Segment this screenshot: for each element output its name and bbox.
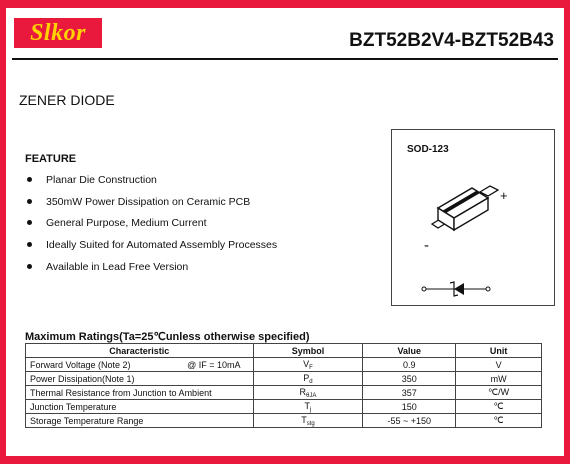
unit-cell: ℃ (456, 414, 542, 428)
feature-item: Available in Lead Free Version (25, 259, 277, 281)
table-header-row (26, 344, 542, 358)
column-header: Symbol (253, 344, 363, 358)
symbol-cell: $T_{stg}$ (253, 414, 363, 428)
unit-cell: ℃/W (456, 386, 542, 400)
package-outline-box (391, 129, 555, 306)
feature-heading: FEATURE (25, 153, 77, 165)
characteristic-cell: Storage Temperature Range (26, 414, 254, 428)
bullet-icon (27, 177, 32, 182)
table-row (26, 414, 542, 428)
unit-cell: V (456, 358, 542, 372)
symbol-cell: $V_F$ (253, 358, 363, 372)
unit-cell: ℃ (456, 400, 542, 414)
characteristic-cell: Forward Voltage (Note 2) @ IF = 10mA (26, 358, 254, 372)
bullet-icon (27, 199, 32, 204)
symbol-cell: $T_j$ (253, 400, 363, 414)
characteristic-cell: Power Dissipation(Note 1) (26, 372, 254, 386)
condition-text: @ IF = 10mA (187, 359, 241, 370)
column-header: Characteristic (26, 344, 254, 358)
feature-item: Ideally Suited for Automated Assembly Processes (25, 237, 277, 259)
max-ratings-table (25, 343, 542, 428)
bullet-icon (27, 264, 32, 269)
symbol-cell: $P_d$ (253, 372, 363, 386)
column-header: Value (363, 344, 456, 358)
part-number-range: BZT52B2V4-BZT52B43 (349, 30, 554, 51)
plus-label: + (500, 188, 508, 203)
unit-cell: mW (456, 372, 542, 386)
symbol-cell: $R_{\theta JA}$ (253, 386, 363, 400)
datasheet-page (6, 8, 564, 456)
value-cell: -55 ~ +150 (363, 414, 456, 428)
table-row (26, 400, 542, 414)
bullet-icon (27, 242, 32, 247)
value-cell: 0.9 (363, 358, 456, 372)
characteristic-cell: Junction Temperature (26, 400, 254, 414)
ratings-heading: Maximum Ratings(Ta=25℃unless otherwise specified) (25, 331, 310, 343)
characteristic-cell: Thermal Resistance from Junction to Ambient (26, 386, 254, 400)
header-rule (12, 58, 558, 60)
table-row (26, 358, 542, 372)
feature-list (25, 172, 277, 280)
document-subtitle: ZENER DIODE (19, 92, 115, 108)
sod123-package-icon (392, 130, 556, 307)
value-cell: 350 (363, 372, 456, 386)
feature-item: General Purpose, Medium Current (25, 215, 277, 237)
package-label: SOD-123 (407, 144, 449, 155)
minus-label: - (424, 237, 429, 254)
brand-logo: Slkor (14, 18, 102, 48)
value-cell: 150 (363, 400, 456, 414)
table-row (26, 386, 542, 400)
feature-item: 350mW Power Dissipation on Ceramic PCB (25, 194, 277, 216)
column-header: Unit (456, 344, 542, 358)
feature-item: Planar Die Construction (25, 172, 277, 194)
table-row (26, 372, 542, 386)
value-cell: 357 (363, 386, 456, 400)
bullet-icon (27, 220, 32, 225)
